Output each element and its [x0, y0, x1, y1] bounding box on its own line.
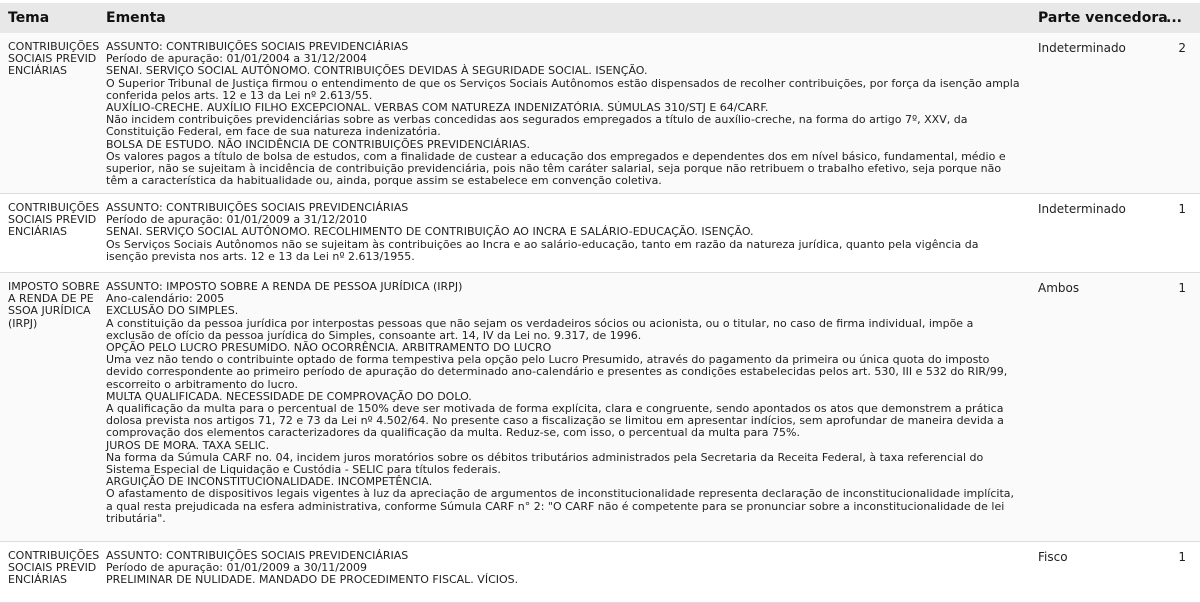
row-tema: CONTRIBUIÇÕES SOCIAIS PREVIDENCIÁRIAS [8, 201, 100, 239]
table-row[interactable] [0, 33, 1200, 194]
row-ementa: ASSUNTO: CONTRIBUIÇÕES SOCIAIS PREVIDENCIÁRIAS Período de apuração: 01/01/2009 a 31/12/2010 SENAI. SERVIÇO SOCIAL AUTÔNOMO. RECOLHIMENTO DE CONTRIBUIÇÃO AO INCRA E SALÁRIO-EDUCAÇÃO. ISENÇÃO. Os Serviços Sociais Autônomos não se sujeitam às contribuições ao Incra e ao salário-educação, tanto em razão da natureza jurídica, quanto pela vigência da isenção prevista nos arts. 12 e 13 da Lei nº 2.613/1955. [106, 201, 979, 263]
table-header [0, 0, 1200, 33]
row-ementa: ASSUNTO: CONTRIBUIÇÕES SOCIAIS PREVIDENCIÁRIAS Período de apuração: 01/01/2009 a 30/11/2009 PRELIMINAR DE NULIDADE. MANDADO DE PROCEDIMENTO FISCAL. VÍCIOS. [106, 549, 519, 587]
row-tema: IMPOSTO SOBRE A RENDA DE PESSOA JURÍDICA (IRPJ) [8, 280, 100, 330]
row-tema: CONTRIBUIÇÕES SOCIAIS PREVIDENCIÁRIAS [8, 549, 100, 587]
row-parte-vencedora: Fisco [1038, 550, 1068, 564]
row-count: 1 [1178, 281, 1186, 295]
column-header-ementa[interactable]: Ementa [106, 10, 166, 26]
table-row[interactable] [0, 273, 1200, 542]
row-count: 1 [1178, 550, 1186, 564]
row-parte-vencedora: Indeterminado [1038, 202, 1126, 216]
row-tema: CONTRIBUIÇÕES SOCIAIS PREVIDENCIÁRIAS [8, 40, 100, 78]
row-count: 2 [1178, 41, 1186, 55]
row-ementa: ASSUNTO: CONTRIBUIÇÕES SOCIAIS PREVIDENCIÁRIAS Período de apuração: 01/01/2004 a 31/12/2004 SENAI. SERVIÇO SOCIAL AUTÔNOMO. CONTRIBUIÇÕES DEVIDAS À SEGURIDADE SOCIAL. ISENÇÃO. O Superior Tribunal de Justiça firmou o entendimento de que os Serviços Sociais Autônomos estão dispensados de recolher contribuições, por força da isenção ampla conferida pelos arts. 12 e 13 da Lei nº 2.613/55. AUXÍLIO-CRECHE. AUXÍLIO FILHO EXCEPCIONAL. VERBAS COM NATUREZA INDENIZATÓRIA. SÚMULAS 310/STJ E 64/CARF. Não incidem contribuições previdenciárias sobre as verbas concedidas aos segurados empregados a título de auxílio-creche, na forma do artigo 7º, XXV, da Constituição Federal, em face de sua natureza indenizatória. BOLSA DE ESTUDO. NÃO INCIDÊNCIA DE CONTRIBUIÇÕES PREVIDENCIÁRIAS. Os valores pagos a título de bolsa de estudos, com a finalidade de custear a educação dos empregados e dependentes dos em nível básico, fundamental, médio e superior, não se sujeitam à incidência de contribuição previdenciária, pois não têm caráter salarial, seja porque não retribuem o trabalho efetivo, seja porque não têm a característica da habitualidade ou, ainda, porque assim se estabelece em convenção coletiva. [106, 40, 1020, 188]
column-header-tema[interactable]: Tema [8, 10, 50, 26]
row-parte-vencedora: Ambos [1038, 281, 1080, 295]
table-row[interactable] [0, 542, 1200, 603]
column-header-more[interactable]: ... [1166, 10, 1182, 26]
row-count: 1 [1178, 202, 1186, 216]
table-row[interactable] [0, 194, 1200, 273]
row-ementa: ASSUNTO: IMPOSTO SOBRE A RENDA DE PESSOA JURÍDICA (IRPJ) Ano-calendário: 2005 EXCLUSÃO DO SIMPLES. A constituição da pessoa jurídica por interpostas pessoas que não sejam os verdadeiros sócios ou acionista, ou o titular, no caso de firma individual, impõe a exclusão de ofício da pessoa jurídica do Simples, consoante art. 14, IV da Lei no. 9.317, de 1996. OPÇÃO PELO LUCRO PRESUMIDO. NÃO OCORRÊNCIA. ARBITRAMENTO DO LUCRO Uma vez não tendo o contribuinte optado de forma tempestiva pela opção pelo Lucro Presumido, através do pagamento da primeira ou única quota do imposto devido correspondente ao primeiro período de apuração do determinado ano-calendário e presentes as condições estabelecidas pelos art. 530, III e 532 do RIR/99, escorreito o arbitramento do lucro. MULTA QUALIFICADA. NECESSIDADE DE COMPROVAÇÃO DO DOLO. A qualificação da multa para o percentual de 150% deve ser motivada de forma explícita, clara e congruente, sendo apontados os atos que demonstrem a prática dolosa prevista nos artigos 71, 72 e 73 da Lei nº 4.502/64. No presente caso a fiscalização se limitou em apresentar indícios, sem aprofundar de maneira devida a comprovação dos elementos caracterizadores da qualificação da multa. Reduz-se, com isso, o percentual da multa para 75%. JUROS DE MORA. TAXA SELIC. Na forma da Súmula CARF no. 04, incidem juros moratórios sobre os débitos tributários administrados pela Secretaria da Receita Federal, à taxa referencial do Sistema Especial de Liquidação e Custódia - SELIC para títulos federais. ARGUIÇÃO DE INCONSTITUCIONALIDADE. INCOMPETÊNCIA. O afastamento de dispositivos legais vigentes à luz da apreciação de argumentos de inconstitucionalidade representa declaração de inconstitucionalidade implícita, a qual resta prejudicada na esfera administrativa, conforme Súmula CARF n° 2: "O CARF não é competente para se pronunciar sobre a inconstitucionalidade de lei tributária". [106, 280, 1015, 525]
row-parte-vencedora: Indeterminado [1038, 41, 1126, 55]
column-header-parte-vencedora[interactable]: Parte vencedora [1038, 10, 1168, 26]
